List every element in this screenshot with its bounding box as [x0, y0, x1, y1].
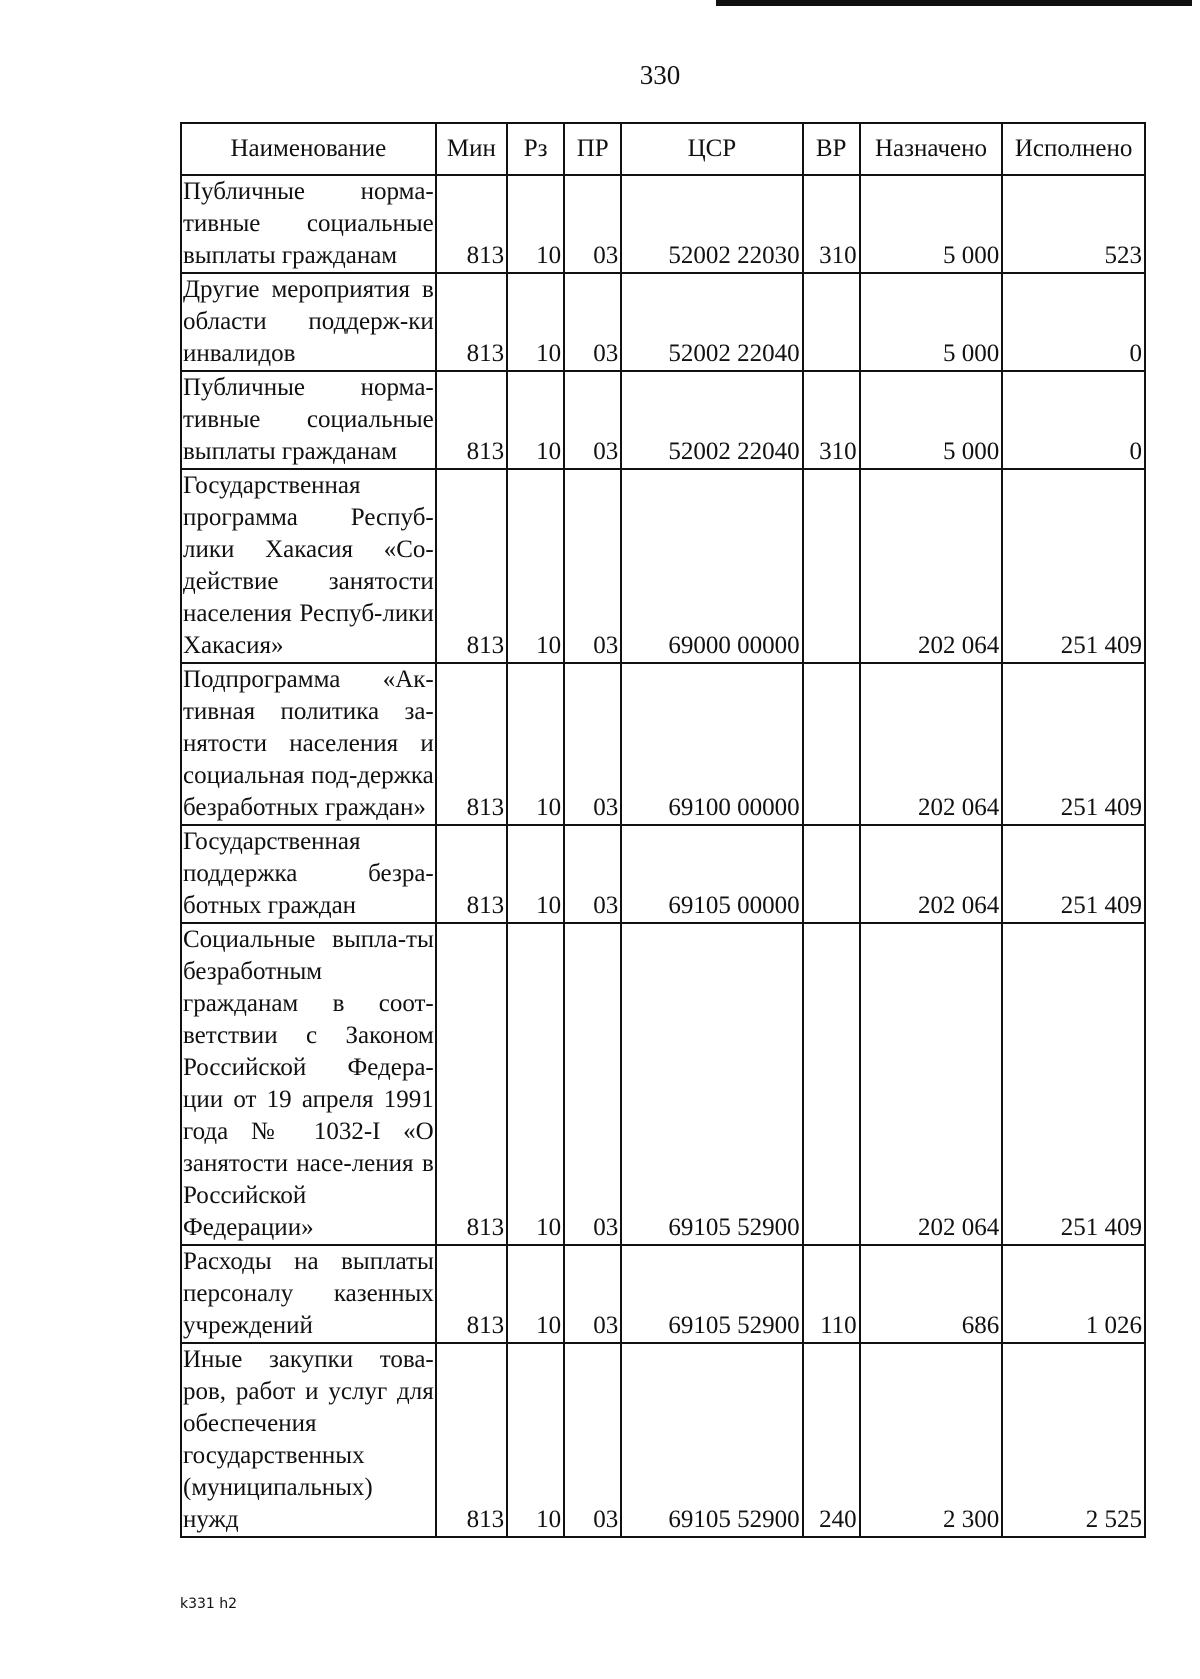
row-pr: 03 [564, 175, 621, 273]
row-min: 813 [436, 923, 507, 1245]
row-pr: 03 [564, 923, 621, 1245]
table-row [181, 663, 1145, 825]
row-min: 813 [436, 371, 507, 469]
row-csr: 52002 22030 [621, 175, 802, 273]
row-pr: 03 [564, 825, 621, 923]
row-vr [803, 923, 860, 1245]
row-csr: 69105 52900 [621, 923, 802, 1245]
row-vr: 110 [803, 1245, 860, 1343]
row-executed: 1 026 [1002, 1245, 1145, 1343]
row-vr [803, 663, 860, 825]
row-rz: 10 [507, 1245, 564, 1343]
table-row [181, 175, 1145, 273]
table-row [181, 825, 1145, 923]
row-csr: 52002 22040 [621, 273, 802, 371]
row-vr [803, 469, 860, 663]
column-header-rz: Рз [507, 123, 564, 175]
row-assigned: 5 000 [860, 371, 1003, 469]
row-min: 813 [436, 273, 507, 371]
row-min: 813 [436, 175, 507, 273]
column-header-executed: Исполнено [1002, 123, 1145, 175]
row-assigned: 686 [860, 1245, 1003, 1343]
column-header-min: Мин [436, 123, 507, 175]
row-csr: 69105 52900 [621, 1343, 802, 1537]
row-assigned: 202 064 [860, 923, 1003, 1245]
row-csr: 52002 22040 [621, 371, 802, 469]
column-header-name: Наименование [181, 123, 436, 175]
row-assigned: 5 000 [860, 273, 1003, 371]
row-name: Иные закупки това-ров, работ и услуг для обеспечения государственных (муниципальных) нужд [181, 1343, 436, 1537]
row-executed: 523 [1002, 175, 1145, 273]
row-name: Государственная программа Респуб-лики Хакасия «Со-действие занятости населения Респуб-лики Хакасия» [181, 469, 436, 663]
table-row [181, 371, 1145, 469]
row-name: Другие мероприятия в области поддерж-ки инвалидов [181, 273, 436, 371]
column-header-csr: ЦСР [621, 123, 802, 175]
row-vr: 310 [803, 175, 860, 273]
row-min: 813 [436, 825, 507, 923]
footer-code: k331 h2 [180, 1596, 238, 1612]
row-min: 813 [436, 469, 507, 663]
table-row [181, 273, 1145, 371]
row-assigned: 2 300 [860, 1343, 1003, 1537]
table-row [181, 1245, 1145, 1343]
row-min: 813 [436, 663, 507, 825]
row-rz: 10 [507, 371, 564, 469]
column-header-pr: ПР [564, 123, 621, 175]
table-row [181, 469, 1145, 663]
row-executed: 251 409 [1002, 469, 1145, 663]
row-rz: 10 [507, 1343, 564, 1537]
row-rz: 10 [507, 923, 564, 1245]
row-rz: 10 [507, 663, 564, 825]
row-pr: 03 [564, 273, 621, 371]
row-csr: 69105 00000 [621, 825, 802, 923]
table-header-row [181, 123, 1145, 175]
row-name: Публичные норма-тивные социальные выплаты гражданам [181, 371, 436, 469]
row-csr: 69000 00000 [621, 469, 802, 663]
row-executed: 0 [1002, 273, 1145, 371]
row-name: Социальные выпла-ты безработным гражданам в соот-ветствии с Законом Российской Федера-ции от 19 апреля 1991 года № 1032-I «О занятости насе-ления в Российской Федерации» [181, 923, 436, 1245]
row-rz: 10 [507, 825, 564, 923]
row-min: 813 [436, 1343, 507, 1537]
row-vr [803, 273, 860, 371]
row-name: Публичные норма-тивные социальные выплаты гражданам [181, 175, 436, 273]
row-executed: 0 [1002, 371, 1145, 469]
row-assigned: 5 000 [860, 175, 1003, 273]
row-csr: 69100 00000 [621, 663, 802, 825]
budget-table [180, 122, 1146, 1538]
row-vr [803, 825, 860, 923]
row-pr: 03 [564, 1343, 621, 1537]
row-vr: 240 [803, 1343, 860, 1537]
row-executed: 251 409 [1002, 923, 1145, 1245]
row-name: Государственная поддержка безра-ботных граждан [181, 825, 436, 923]
row-rz: 10 [507, 175, 564, 273]
row-executed: 2 525 [1002, 1343, 1145, 1537]
row-executed: 251 409 [1002, 663, 1145, 825]
page-number: 330 [639, 60, 681, 90]
row-rz: 10 [507, 469, 564, 663]
table-row [181, 1343, 1145, 1537]
row-assigned: 202 064 [860, 469, 1003, 663]
row-csr: 69105 52900 [621, 1245, 802, 1343]
row-assigned: 202 064 [860, 663, 1003, 825]
row-pr: 03 [564, 1245, 621, 1343]
column-header-assigned: Назначено [860, 123, 1003, 175]
row-min: 813 [436, 1245, 507, 1343]
row-pr: 03 [564, 371, 621, 469]
row-executed: 251 409 [1002, 825, 1145, 923]
row-vr: 310 [803, 371, 860, 469]
row-name: Расходы на выплаты персоналу казенных учреждений [181, 1245, 436, 1343]
column-header-vr: ВР [803, 123, 860, 175]
table-row [181, 923, 1145, 1245]
row-pr: 03 [564, 663, 621, 825]
row-pr: 03 [564, 469, 621, 663]
top-rule [716, 0, 1192, 6]
row-rz: 10 [507, 273, 564, 371]
row-assigned: 202 064 [860, 825, 1003, 923]
row-name: Подпрограмма «Ак-тивная политика за-нятости населения и социальная под-держка безработных граждан» [181, 663, 436, 825]
